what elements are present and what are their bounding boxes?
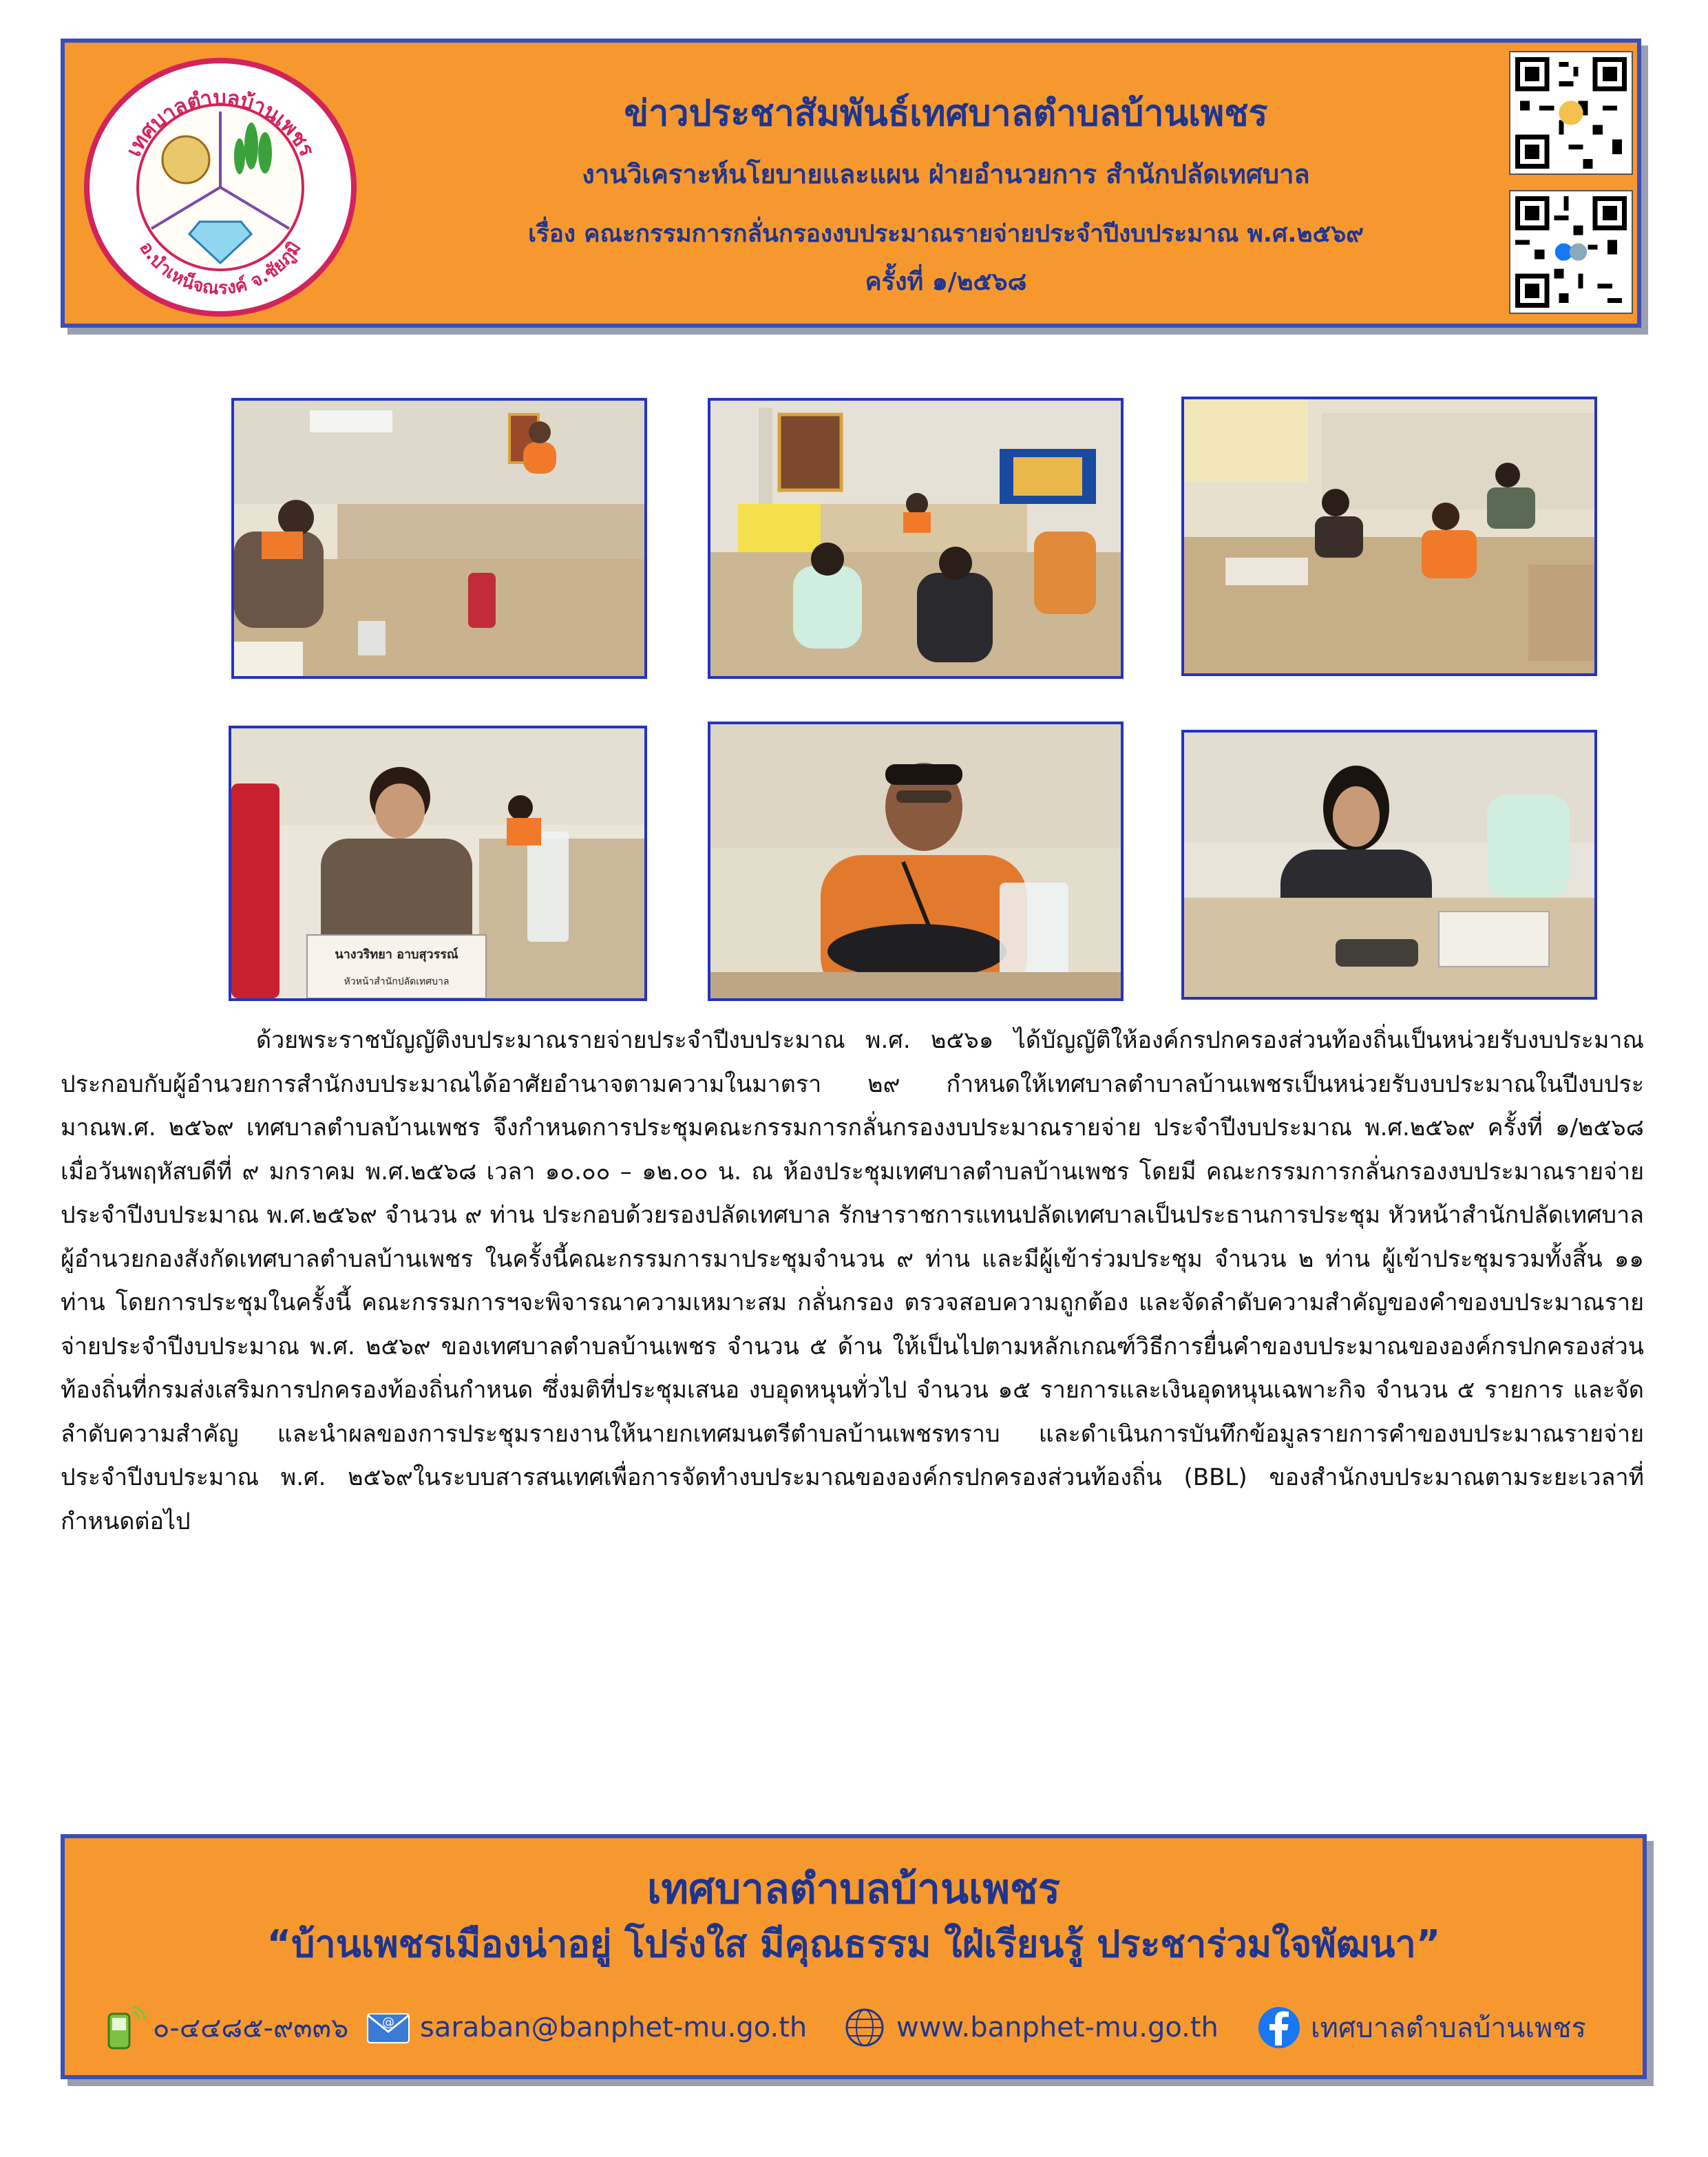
contact-facebook[interactable] [1254, 1997, 1586, 2059]
footer-org-name: เทศบาลตำบลบ้านเพชร [647, 1865, 1060, 1913]
meeting-photo-1 [231, 398, 647, 679]
municipality-logo [84, 58, 357, 317]
meeting-photo-5 [708, 722, 1124, 1001]
contact-email[interactable] [363, 1997, 807, 2059]
footer-banner [61, 1834, 1647, 2079]
page-title: ข่าวประชาสัมพันธ์เทศบาลตำบลบ้านเพชร [624, 93, 1268, 134]
email-address: saraban@banphet-mu.go.th [420, 2012, 808, 2043]
email-icon [363, 2003, 413, 2052]
website-url: www.banphet-mu.go.th [896, 2012, 1219, 2043]
nameplate-role: หัวหน้าสำนักปลัดเทศบาล [344, 976, 450, 987]
meeting-photo-3 [1181, 397, 1597, 676]
header-banner [61, 39, 1641, 328]
meeting-photo-2 [708, 398, 1124, 679]
qr-code-icon [1509, 51, 1633, 175]
page-subtitle: งานวิเคราะห์นโยบายและแผน ฝ่ายอำนวยการ สำนักปลัดเทศบาล [582, 159, 1310, 189]
phone-number: ๐-๔๔๘๕-๙๓๓๖ [153, 2012, 349, 2044]
svg-text:เทศบาลตำบลบ้านเพชร: เทศบาลตำบลบ้านเพชร [121, 85, 319, 161]
qr-code-icon [1509, 190, 1633, 314]
facebook-icon [1254, 2003, 1304, 2052]
nameplate-name: นางวริทยา อาบสุวรรณ์ [335, 947, 458, 962]
meeting-session: ครั้งที่ ๑/๒๕๖๘ [865, 268, 1027, 296]
footer-slogan: “บ้านเพชรเมืองน่าอยู่ โปร่งใส มีคุณธรรม ใฝ่เรียนรู้ ประชาร่วมใจพัฒนา” [266, 1922, 1441, 1966]
phone-icon [96, 2003, 146, 2052]
news-body-paragraph: ด้วยพระราชบัญญัติงบประมาณรายจ่ายประจำปีงบประมาณ พ.ศ. ๒๕๖๑ ได้บัญญัติให้องค์กรปกครองส่วนท้องถิ่นเป็นหน่วยรับงบประมาณ ประกอบกับผู้อำนวยการสำนักงบประมาณได้อาศัยอำนาจตามความในมาตรา ๒๙ กำหนดให้เทศบาลตำบาลบ้านเพชรเป็นหน่วยรับงบประมาณในปีงบประมาณพ.ศ. ๒๕๖๙ เทศบาลตำบลบ้านเพชร จึงกำหนดการประชุมคณะกรรมการกลั่นกรองงบประมาณรายจ่าย ประจำปีงบประมาณ พ.ศ.๒๕๖๙ ครั้งที่ ๑/๒๕๖๘ เมื่อวันพฤหัสบดีที่ ๙ มกราคม พ.ศ.๒๕๖๘ เวลา ๑๐.๐๐ – ๑๒.๐๐ น. ณ ห้องประชุมเทศบาลตำบลบ้านเพชร โดยมี คณะกรรมการกลั่นกรองงบประมาณรายจ่ายประจำปีงบประมาณ พ.ศ.๒๕๖๙ จำนวน ๙ ท่าน ประกอบด้วยรองปลัดเทศบาล รักษาราชการแทนปลัดเทศบาลเป็นประธานการประชุม หัวหน้าสำนักปลัดเทศบาล ผู้อำนวยกองสังกัดเทศบาลตำบลบ้านเพชร ในครั้งนี้คณะกรรมการมาประชุมจำนวน ๙ ท่าน และมีผู้เข้าร่วมประชุม จำนวน ๒ ท่าน ผู้เข้าประชุมรวมทั้งสิ้น ๑๑ ท่าน โดยการประชุมในครั้งนี้ คณะกรรมการฯจะพิจารณาความเหมาะสม กลั่นกรอง ตรวจสอบความถูกต้อง และจัดลำดับความสำคัญของคำของบประมาณรายจ่ายประจำปีงบประมาณ พ.ศ. ๒๕๖๙ ของเทศบาลตำบลบ้านเพชร จำนวน ๕ ด้าน ให้เป็นไปตามหลักเกณฑ์วิธีการยื่นคำของบประมาณขององค์กรปกครองส่วนท้องถิ่นที่กรมส่งเสริมการปกครองท้องถิ่นกำหนด ซึ่งมติที่ประชุมเสนอ งบอุดหนุนทั่วไป จำนวน ๑๕ รายการและเงินอุดหนุนเฉพาะกิจ จำนวน ๕ รายการ และจัดลำดับความสำคัญ และนำผลของการประชุมรายงานให้นายกเทศมนตรีตำบลบ้านเพชรทราบ และดำเนินการบันทึกข้อมูลรายการคำของบประมาณรายจ่ายประจำปีงบประมาณ พ.ศ. ๒๕๖๙ในระบบสารสนเทศเพื่อการจัดทำงบประมาณขององค์กรปกครองส่วนท้องถิ่น (BBL) ของสำนักงบประมาณตามระยะเวลาที่กำหนดต่อไป [61, 1027, 1644, 1535]
news-topic: เรื่อง คณะกรรมการกลั่นกรองงบประมาณรายจ่ายประจำปีงบประมาณ พ.ศ.๒๕๖๙ [528, 220, 1364, 248]
meeting-photo-4 [229, 726, 647, 1001]
contact-website[interactable] [840, 1997, 1219, 2059]
contact-phone[interactable] [96, 1997, 348, 2059]
facebook-page-name: เทศบาลตำบลบ้านเพชร [1311, 2012, 1586, 2044]
svg-text:อ.บำเหน็จณรงค์ จ.ชัยภูมิ: อ.บำเหน็จณรงค์ จ.ชัยภูมิ [135, 238, 306, 299]
svg-text:@: @ [382, 2015, 394, 2030]
globe-icon [840, 2003, 889, 2052]
meeting-photo-6 [1181, 730, 1597, 1000]
